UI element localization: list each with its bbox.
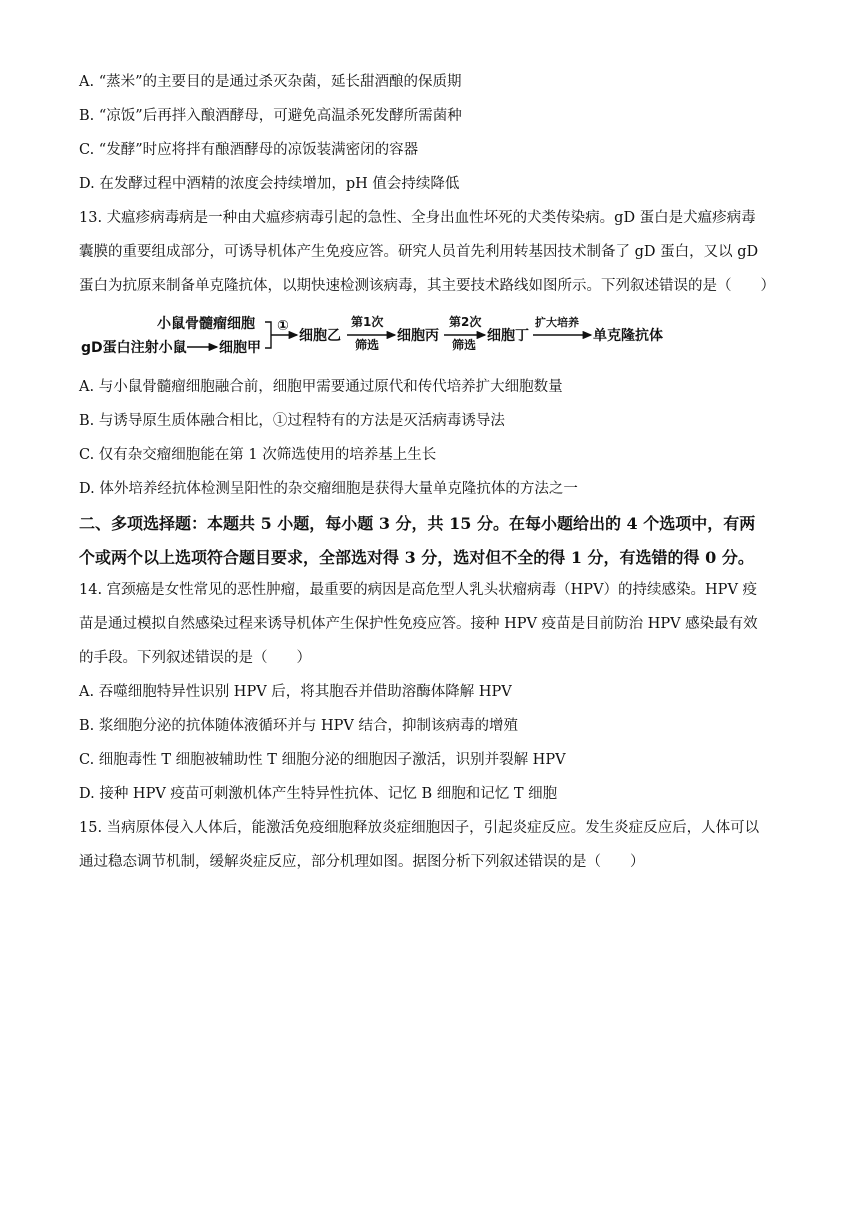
cell-d-label: 细胞丁 — [487, 328, 529, 344]
q15-stem-line-2: 通过稳态调节机制，缓解炎症反应，部分机理如图。据图分析下列叙述错误的是（ ） — [79, 854, 645, 870]
section-2-heading-line-1: 二、多项选择题：本题共 5 小题，每小题 3 分，共 15 分。在每小题给出的 4 个选项中，有两 — [79, 514, 756, 533]
expand-culture-label: 扩大培养 — [535, 316, 579, 329]
q14-stem-line-3: 的手段。下列叙述错误的是（ ） — [79, 650, 311, 666]
cell-b-label: 细胞乙 — [299, 328, 341, 344]
q13-option-b: B. 与诱导原生质体融合相比，①过程特有的方法是灭活病毒诱导法 — [79, 413, 505, 429]
q15-stem-line-1: 15. 当病原体侵入人体后，能激活免疫细胞释放炎症细胞因子，引起炎症反应。发生炎症反应后，人体可以 — [79, 820, 760, 836]
q14-stem-line-2: 苗是通过模拟自然感染过程来诱导机体产生保护性免疫应答。接种 HPV 疫苗是目前防治 HPV 感染最有效 — [79, 616, 758, 632]
q13-option-a: A. 与小鼠骨髓瘤细胞融合前，细胞甲需要通过原代和传代培养扩大细胞数量 — [79, 379, 563, 395]
q13-flow-diagram — [79, 308, 699, 360]
q14-stem-line-1: 14. 宫颈癌是女性常见的恶性肿瘤，最重要的病因是高危型人乳头状瘤病毒（HPV）的持续感染。HPV 疫 — [79, 582, 758, 598]
q13-stem-line-2: 囊膜的重要组成部分，可诱导机体产生免疫应答。研究人员首先利用转基因技术制备了 gD 蛋白，又以 gD — [79, 244, 759, 260]
q13-option-d: D. 体外培养经抗体检测呈阳性的杂交瘤细胞是获得大量单克隆抗体的方法之一 — [79, 481, 578, 497]
q12-option-b: B. “凉饭”后再拌入酿酒酵母，可避免高温杀死发酵所需菌种 — [79, 108, 462, 124]
screen-2-bottom-label: 筛选 — [452, 338, 477, 352]
section-2-heading-line-2: 个或两个以上选项符合题目要求，全部选对得 3 分，选对但不全的得 1 分，有选错的得 0 分。 — [79, 548, 754, 567]
injection-label: gD蛋白注射小鼠 — [81, 340, 187, 356]
screen-2-top-label: 第2次 — [449, 315, 482, 329]
q14-option-a: A. 吞噬细胞特异性识别 HPV 后，将其胞吞并借助溶酶体降解 HPV — [79, 684, 512, 700]
q13-option-c: C. 仅有杂交瘤细胞能在第 1 次筛选使用的培养基上生长 — [79, 447, 437, 463]
q12-option-c: C. “发酵”时应将拌有酿酒酵母的凉饭装满密闭的容器 — [79, 142, 419, 158]
step-1-label: ① — [277, 318, 289, 334]
cell-a-label: 细胞甲 — [219, 340, 261, 356]
q14-option-b: B. 浆细胞分泌的抗体随体液循环并与 HPV 结合，抑制该病毒的增殖 — [79, 718, 518, 734]
q13-stem-line-1: 13. 犬瘟疹病毒病是一种由犬瘟疹病毒引起的急性、全身出血性坏死的犬类传染病。gD 蛋白是犬瘟疹病毒 — [79, 210, 756, 226]
cell-c-label: 细胞丙 — [397, 328, 439, 344]
screen-1-top-label: 第1次 — [351, 315, 384, 329]
q13-stem-line-3: 蛋白为抗原来制备单克隆抗体，以期快速检测该病毒，其主要技术路线如图所示。下列叙述错误的是（ ） — [79, 278, 775, 294]
screen-1-bottom-label: 筛选 — [355, 338, 380, 352]
q12-option-d: D. 在发酵过程中酒精的浓度会持续增加，pH 值会持续降低 — [79, 176, 460, 192]
q12-option-a: A. “蒸米”的主要目的是通过杀灭杂菌，延长甜酒酿的保质期 — [79, 74, 462, 90]
q14-option-c: C. 细胞毒性 T 细胞被辅助性 T 细胞分泌的细胞因子激活，识别并裂解 HPV — [79, 752, 566, 768]
q14-option-d: D. 接种 HPV 疫苗可刺激机体产生特异性抗体、记忆 B 细胞和记忆 T 细胞 — [79, 786, 558, 802]
myeloma-cell-label: 小鼠骨髓瘤细胞 — [157, 316, 255, 332]
monoclonal-antibody-label: 单克隆抗体 — [593, 328, 663, 344]
